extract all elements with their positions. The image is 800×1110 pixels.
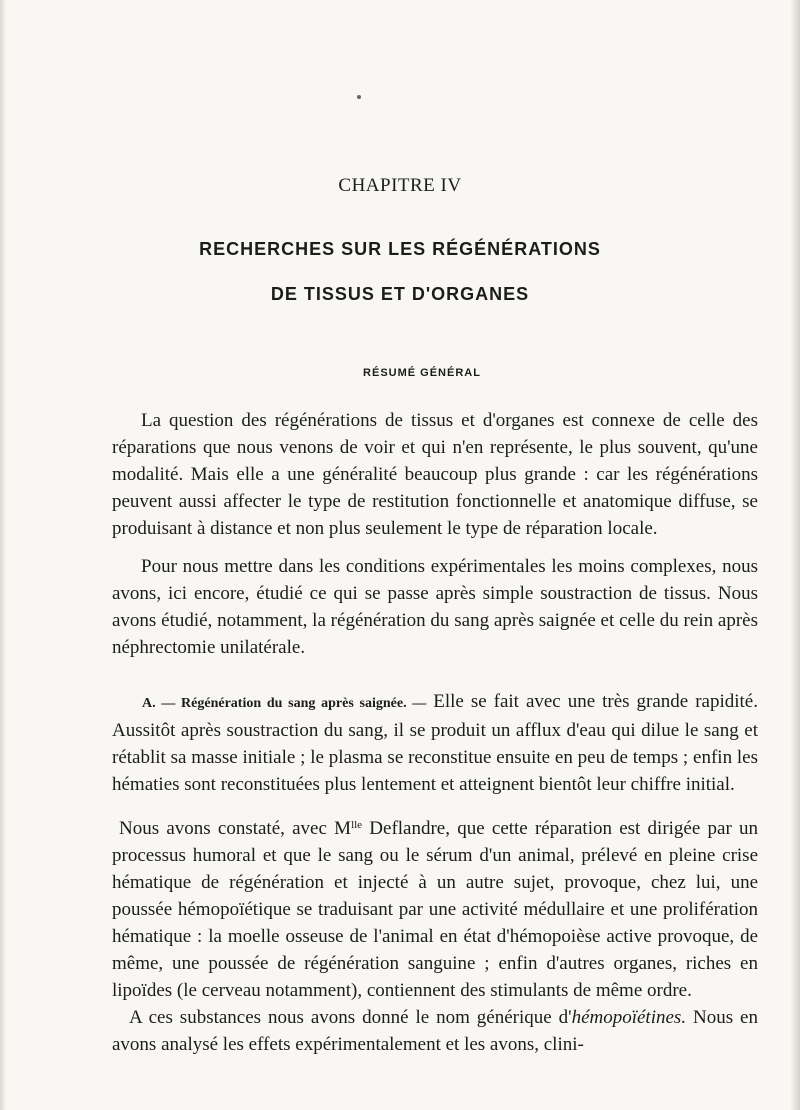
scan-edge-left bbox=[0, 0, 6, 1110]
ink-speck bbox=[357, 95, 361, 99]
chapter-number: CHAPITRE IV bbox=[338, 175, 462, 196]
paragraph-hemopoietines bbox=[112, 1004, 758, 1058]
hemopoietines-term: hémopoïétines. bbox=[571, 1007, 687, 1028]
mademoiselle-abbreviation: lle bbox=[351, 819, 363, 831]
paragraph-blood-regeneration-text: Elle se fait avec une très grande rapidité. Aussitôt après soustraction du sang, il se produit un afflux d'eau qui dilue le sang et rétablit sa masse initiale ; le plasma se reconstitue ensuite en peu de temps ; enfin les hématies sont reconstituées plus lentement et atteignent bientôt leur chiffre initial. bbox=[112, 691, 758, 795]
paragraph-hemopoietines-rest: Nous en avons analysé les effets expérimentalement et les avons, clini- bbox=[112, 1007, 758, 1055]
chapter-title-line-2: DE TISSUS ET D'ORGANES bbox=[270, 284, 530, 304]
paragraph-hemopoietines-start: A ces substances nous avons donné le nom générique d' bbox=[129, 1007, 572, 1028]
paragraph-humoral-rest: Deflandre, que cette réparation est dirigée par un processus humoral et que le sang ou le sérum d'un animal, prélevé en pleine crise hématique de régénération et injecté à un autre sujet, provoque, chez lui, une poussée hémopoïétique se traduisant par une activité médullaire et une prolifération hématique : la moelle osseuse de l'animal en état d'hémopoièse active provoque, de même, une poussée de régénération sanguine ; enfin d'autres organes, riches en lipoïdes (le cerveau notamment), contiennent des stimulants de même ordre. bbox=[112, 818, 759, 1001]
scan-edge-right bbox=[790, 0, 800, 1110]
paragraph-humoral-start: Nous avons constaté, avec M bbox=[119, 818, 352, 839]
section-title: RÉSUMÉ GÉNÉRAL bbox=[363, 367, 481, 379]
paragraph-blood-regeneration bbox=[112, 688, 758, 798]
paragraph-humoral-process bbox=[112, 815, 758, 1004]
paragraph-intro: La question des régénérations de tissus et d'organes est connexe de celle des réparations que nous venons de voir et qui n'en représente, le plus souvent, qu'une modalité. Mais elle a une généralité beaucoup plus grande : car les régénérations peuvent aussi affecter le type de restitution fonctionnelle et anatomique diffuse, se produisant à distance et non plus seulement le type de réparation locale. bbox=[112, 410, 758, 539]
section-heading-a: A. — Régénération du sang après saignée. — bbox=[142, 696, 427, 711]
chapter-title-line-1: RECHERCHES SUR LES RÉGÉNÉRATIONS bbox=[199, 239, 601, 259]
paragraph-conditions: Pour nous mettre dans les conditions expérimentales les moins complexes, nous avons, ici encore, étudié ce qui se passe après simple soustraction de tissus. Nous avons étudié, notamment, la régénération du sang après saignée et celle du rein après néphrectomie unilatérale. bbox=[112, 556, 758, 658]
